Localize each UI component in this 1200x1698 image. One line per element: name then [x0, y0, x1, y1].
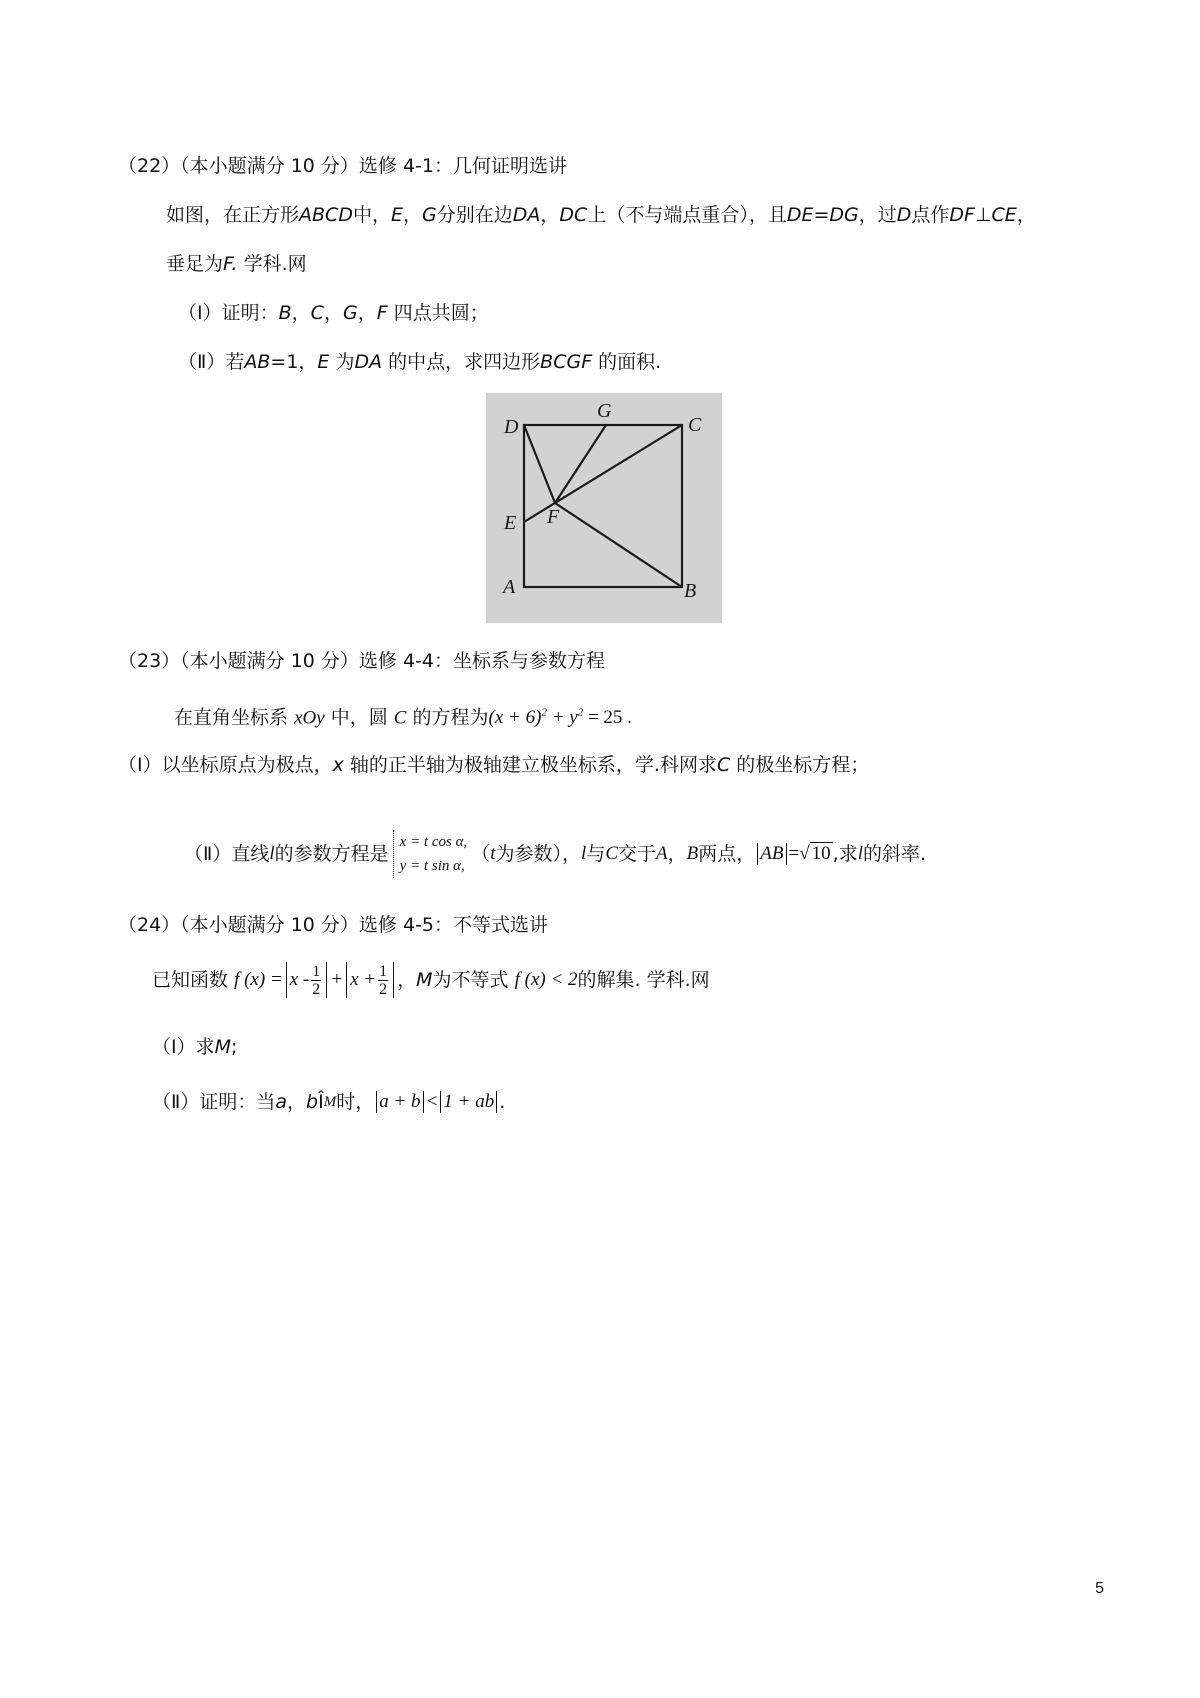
q24-fx: f (x) = — [234, 969, 283, 990]
q23-text: ,求 — [832, 843, 858, 865]
sqrt-radicand: 10 — [811, 843, 831, 864]
abs-bar — [757, 843, 758, 865]
q24-text: . — [499, 1091, 506, 1113]
q23-eq: 2 — [577, 707, 584, 719]
q24-text: ， — [397, 969, 417, 991]
q23-abs-ab: AB — [760, 843, 784, 864]
circle-equation — [489, 707, 632, 728]
label-b: B — [684, 580, 697, 602]
q23-text: （Ⅱ）直线 — [184, 843, 270, 865]
q24-text: b — [306, 1091, 319, 1113]
q23-text: 的参数方程是 — [274, 843, 389, 865]
q23-text: A — [656, 843, 668, 864]
q22-text: 的中点，求四边形 — [382, 351, 541, 373]
q23-eq: + y — [546, 707, 578, 729]
q22-stem-line2 — [166, 251, 307, 277]
label-d: D — [504, 416, 519, 438]
system-line-x: x = t cos α, — [399, 834, 468, 850]
q22-text: G — [342, 302, 358, 324]
q23-text: （ — [471, 843, 491, 865]
frac-den: 2 — [379, 980, 388, 998]
q22-text: 垂足为 — [166, 253, 224, 275]
q24-text: M — [416, 969, 433, 991]
q23-stem — [174, 700, 632, 731]
q23-text: （Ⅰ）以坐标原点为极点， — [118, 754, 333, 776]
label-a: A — [503, 576, 516, 598]
q23-part2 — [184, 826, 926, 882]
q22-part2 — [178, 349, 661, 375]
frac-den: 2 — [312, 980, 321, 998]
q22-text: ， — [291, 302, 311, 324]
q24-part2 — [152, 1086, 505, 1118]
q22-text: 点作 — [911, 204, 950, 226]
q22-text: （Ⅰ）证明： — [178, 302, 279, 324]
q22-text: DA — [354, 351, 383, 373]
label-f: F — [547, 506, 560, 528]
q24-text: Î — [318, 1091, 324, 1113]
q23-text: 轴的正半轴为极轴建立极坐标系，学.科网求 — [343, 754, 717, 776]
q24-text: 时， — [336, 1091, 375, 1113]
q24-abs1: x - — [289, 969, 310, 990]
q24-ineq: f (x) < 2 — [514, 969, 578, 990]
segment-fb — [555, 503, 682, 587]
q23-text: ， — [667, 843, 687, 865]
abs-bar — [286, 962, 287, 998]
q24-abs4: 1 + ab — [443, 1091, 495, 1112]
segment-fg — [555, 425, 606, 503]
q22-text: ，过 — [858, 204, 897, 226]
abs-bar — [423, 1091, 424, 1113]
q22-text: DE=DG — [786, 204, 859, 226]
q23-text: 交于 — [618, 843, 657, 865]
q23-text: 中，圆 — [330, 706, 388, 729]
q23-eq: (x + 6) — [488, 707, 542, 729]
q24-stem — [152, 958, 710, 1002]
page-number: 5 — [1095, 1580, 1104, 1597]
frac-num: 1 — [312, 962, 321, 980]
q22-text: 的面积. — [592, 351, 662, 373]
q22-text: 学科.网 — [237, 253, 307, 275]
q22-text: （Ⅱ）若 — [178, 351, 245, 373]
q23-text: 与 — [586, 843, 606, 865]
q23-header: （23）（本小题满分 10 分）选修 4-4：坐标系与参数方程 — [118, 650, 606, 672]
q22-text: ， — [323, 302, 343, 324]
q22-text: BCGF — [540, 351, 593, 373]
q24-text: M — [214, 1036, 232, 1058]
abs-bar — [376, 1091, 377, 1113]
q23-text: = — [788, 843, 800, 864]
q24-text: （Ⅱ）证明：当 — [152, 1091, 276, 1113]
q23-text: l — [581, 843, 587, 864]
q22-text: F — [376, 302, 388, 324]
q24-abs2: x + — [350, 969, 377, 990]
q22-text: B — [278, 302, 292, 324]
abs-bar — [786, 843, 787, 865]
fraction-half — [311, 963, 321, 998]
sqrt-expression: √ 10 — [799, 843, 831, 864]
q24-text: 为不等式 — [432, 969, 509, 991]
q22-text: D — [896, 204, 912, 226]
abs-bar — [496, 1091, 497, 1113]
q22-text: ， — [402, 204, 422, 226]
q24-text: a — [275, 1091, 288, 1113]
q23-eq: = 25 . — [583, 707, 632, 729]
q23-text: xOy — [294, 707, 325, 729]
abs-bar — [440, 1091, 441, 1113]
q22-text: 上（不与端点重合），且 — [587, 204, 787, 226]
fraction-half — [378, 963, 388, 998]
system-line-y: y = t sin α, — [399, 858, 465, 874]
q23-text: 为参数）， — [495, 843, 582, 865]
q22-text: ， — [540, 204, 560, 226]
q22-text: ， — [1016, 204, 1036, 226]
square-diagram — [486, 393, 722, 623]
q22-text: ABCD — [299, 204, 353, 226]
q24-text: M — [323, 1094, 337, 1110]
q22-text: 四点共圆； — [387, 302, 489, 324]
q22-text: C — [310, 302, 324, 324]
q24-plus: + — [330, 969, 344, 990]
label-e: E — [504, 512, 517, 534]
q23-text: 的方程为 — [412, 706, 489, 729]
q22-text: AB — [244, 351, 271, 373]
q23-text: 的极坐标方程； — [730, 754, 870, 776]
q24-abs3: a + b — [379, 1091, 421, 1112]
q23-text: C — [716, 754, 731, 776]
q24-text: ; — [231, 1036, 238, 1058]
segment-df — [524, 425, 555, 503]
q22-stem-line1 — [166, 202, 1036, 228]
q23-text: 在直角坐标系 — [174, 706, 289, 729]
parametric-system — [393, 830, 468, 878]
q22-text: DC — [559, 204, 588, 226]
q24-text: ， — [287, 1091, 307, 1113]
q22-text: ， — [357, 302, 377, 324]
q24-text: 的解集. 学科.网 — [577, 969, 710, 991]
q24-lt: < — [425, 1091, 439, 1112]
q24-header: （24）（本小题满分 10 分）选修 4-5：不等式选讲 — [118, 914, 549, 936]
abs-bar — [326, 962, 327, 998]
label-c: C — [688, 414, 702, 436]
q22-text: G — [422, 204, 437, 226]
q23-text: B — [686, 843, 699, 864]
q22-header: （22）（本小题满分 10 分）选修 4-1：几何证明选讲 — [118, 155, 568, 177]
q24-part1 — [152, 1034, 237, 1060]
frac-num: 1 — [379, 962, 388, 980]
geometry-figure — [486, 393, 722, 623]
q22-text: =1， — [270, 351, 318, 373]
q22-text: 分别在边 — [436, 204, 513, 226]
q23-text: C — [605, 843, 619, 864]
q24-text: 已知函数 — [152, 969, 229, 991]
q22-text: 中， — [352, 204, 391, 226]
q23-text: 的斜率. — [863, 843, 927, 865]
q23-part1 — [118, 752, 869, 778]
q22-text: 如图，在正方形 — [166, 204, 300, 226]
q23-eq: 2 — [541, 707, 547, 719]
q22-text: E — [317, 351, 330, 373]
abs-bar — [393, 962, 394, 998]
q23-text: 两点， — [698, 843, 756, 865]
q23-text: l — [857, 843, 863, 864]
q23-text: l — [269, 843, 275, 864]
label-g: G — [597, 400, 612, 422]
q23-text: C — [393, 707, 407, 729]
q23-text: x — [332, 754, 344, 776]
q24-text: （Ⅰ）求 — [152, 1036, 215, 1058]
q22-part1 — [178, 300, 489, 326]
q22-text: 为 — [329, 351, 355, 373]
q22-text: F. — [223, 253, 238, 275]
q22-text: DA — [512, 204, 541, 226]
abs-bar — [346, 962, 347, 998]
q22-text: E — [390, 204, 403, 226]
q23-text: t — [490, 843, 496, 864]
q22-text: DF⊥CE — [949, 204, 1017, 226]
